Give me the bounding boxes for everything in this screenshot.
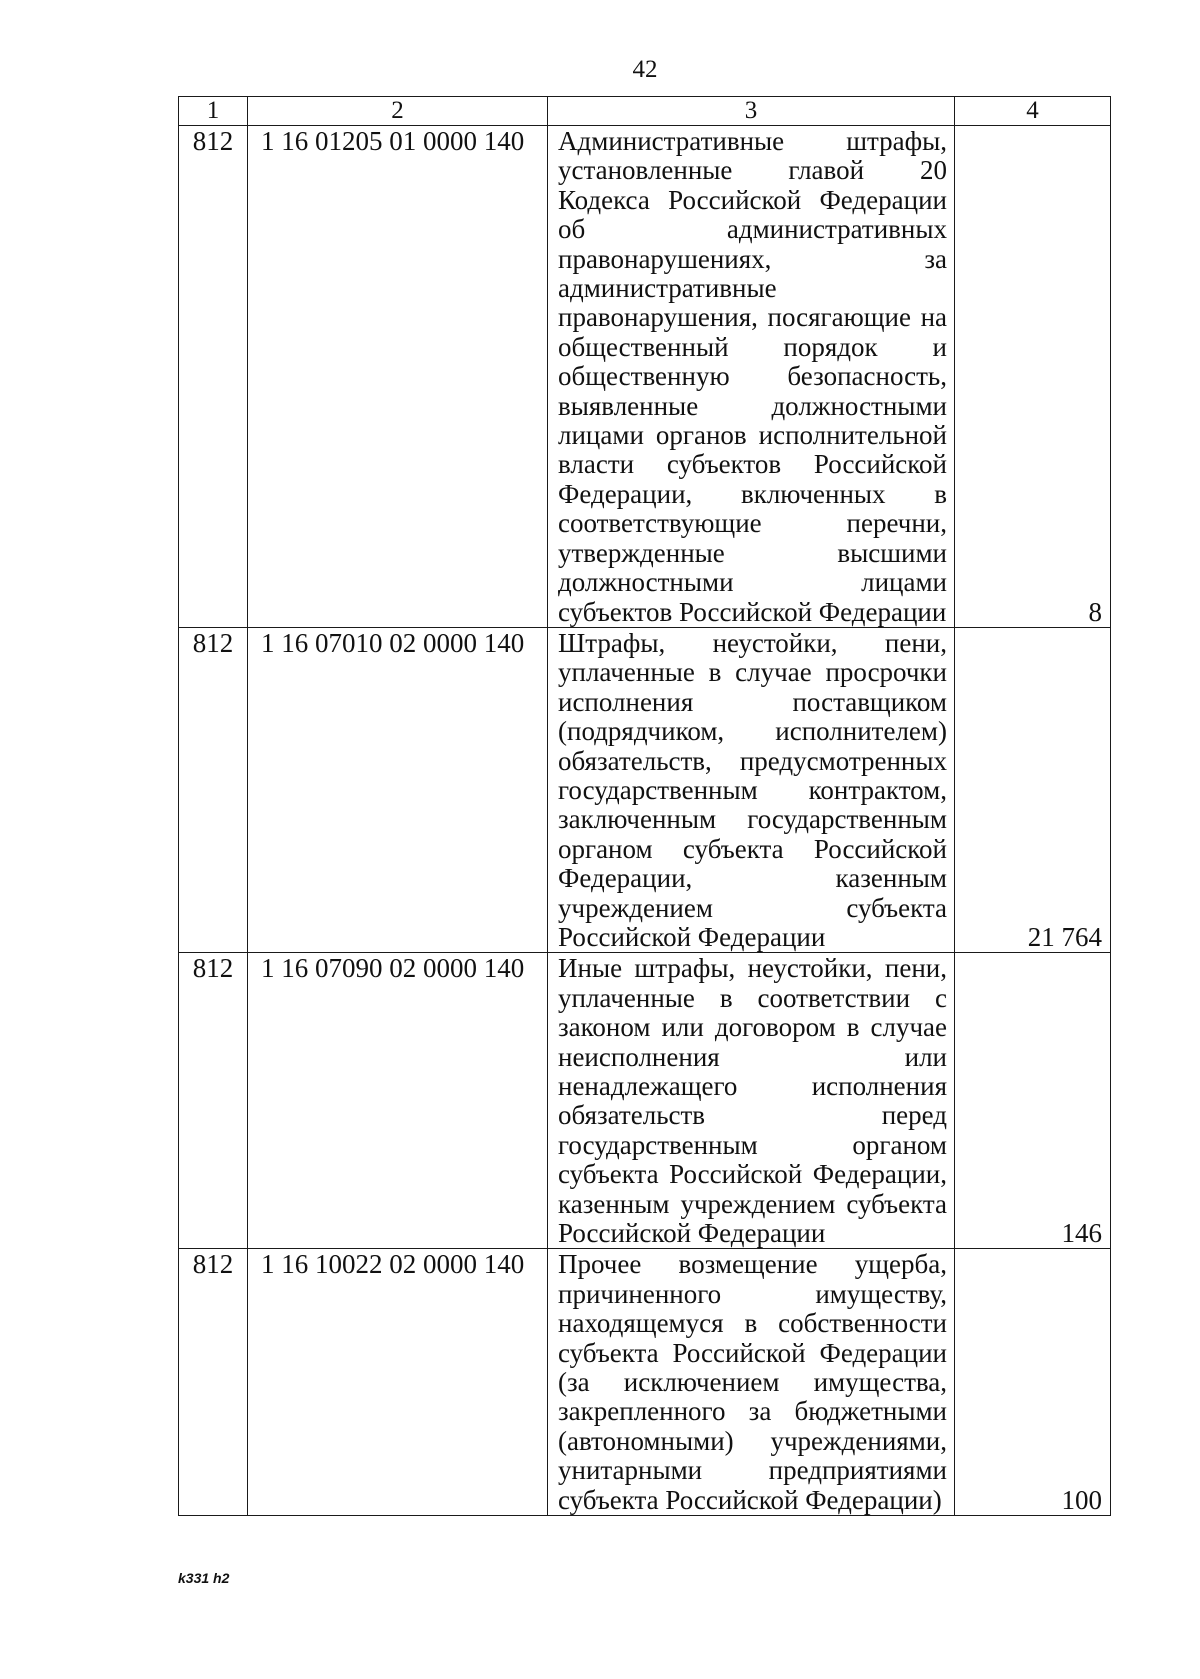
header-col-3: 3 [548,97,955,126]
revenue-table [178,96,1111,1516]
description-cell: Иные штрафы, неустойки, пени, уплаченные в соответствии с законом или договором в случае неисполнения или ненадлежащего исполнения обязательств перед государственным органом субъекта Российской Федерации, казенным учреждением субъекта Российской Федерации [548,953,955,1249]
admin-code-cell: 812 [179,1249,248,1516]
admin-code-cell: 812 [179,953,248,1249]
table-row [179,126,1111,628]
admin-code-cell: 812 [179,126,248,628]
table-row [179,953,1111,1249]
page-number: 42 [632,56,658,83]
amount-cell: 8 [955,126,1111,628]
amount-cell: 100 [955,1249,1111,1516]
footer-code: k331 h2 [178,1570,230,1586]
table-row [179,627,1111,952]
amount-cell: 21 764 [955,627,1111,952]
table-row [179,1249,1111,1516]
revenue-code-cell: 1 16 01205 01 0000 140 [248,126,548,628]
header-col-1: 1 [179,97,248,126]
description-cell: Административные штрафы, установленные главой 20 Кодекса Российской Федерации об административных правонарушениях, за административные правонарушения, посягающие на общественный порядок и общественную безопасность, выявленные должностными лицами органов исполнительной власти субъектов Российской Федерации, включенных в соответствующие перечни, утвержденные высшими должностными лицами субъектов Российской Федерации [548,126,955,628]
amount-cell: 146 [955,953,1111,1249]
admin-code-cell: 812 [179,627,248,952]
description-cell: Штрафы, неустойки, пени, уплаченные в случае просрочки исполнения поставщиком (подрядчиком, исполнителем) обязательств, предусмотренных государственным контрактом, заключенным государственным органом субъекта Российской Федерации, казенным учреждением субъекта Российской Федерации [548,627,955,952]
revenue-code-cell: 1 16 10022 02 0000 140 [248,1249,548,1516]
header-col-2: 2 [248,97,548,126]
description-cell: Прочее возмещение ущерба, причиненного имуществу, находящемуся в собственности субъекта Российской Федерации (за исключением имущества, закрепленного за бюджетными (автономными) учреждениями, унитарными предприятиями субъекта Российской Федерации) [548,1249,955,1516]
revenue-code-cell: 1 16 07010 02 0000 140 [248,627,548,952]
table-header-row [179,97,1111,126]
revenue-code-cell: 1 16 07090 02 0000 140 [248,953,548,1249]
header-col-4: 4 [955,97,1111,126]
